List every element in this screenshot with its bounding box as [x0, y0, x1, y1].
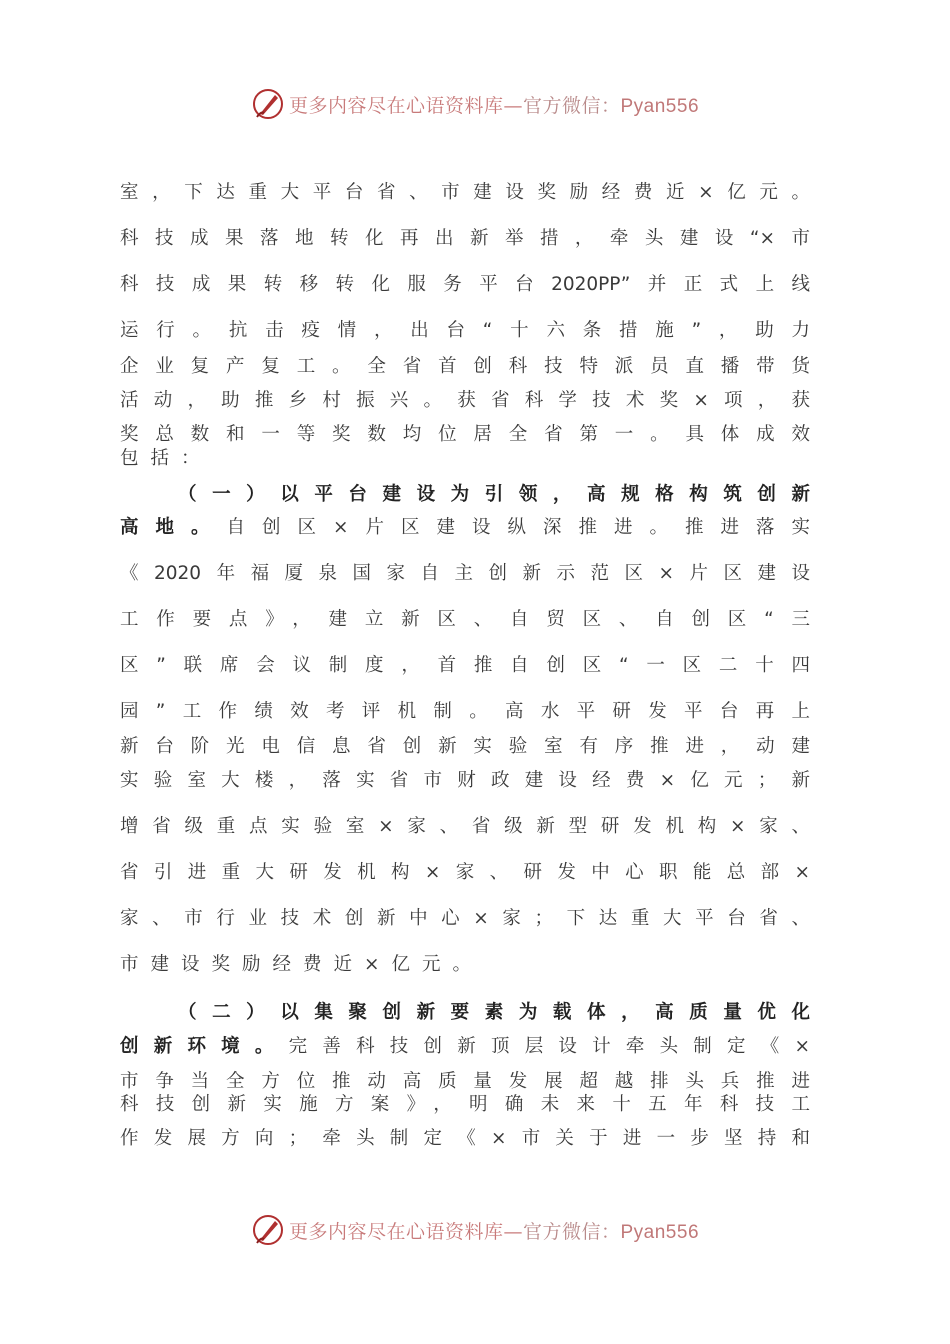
text-span: 完善科技创新顶层设计牵头制定《× — [288, 1036, 810, 1057]
watermark-text: 更多内容尽在心语资料库—官方微信：Pyan556 — [288, 94, 700, 117]
text-line: 市争当全方位推动高质量发展超越排头兵推进 — [120, 1071, 810, 1092]
text-line: 企业复产复工。全省首创科技特派员直播带货 — [120, 356, 810, 377]
section-heading-1: （一）以平台建设为引领，高规格构筑创新 — [178, 484, 810, 505]
text-line: 新台阶光电信息省创新实验室有序推进，动建 — [120, 736, 810, 757]
text-line: 家、市行业技术创新中心×家；下达重大平台省、 — [120, 908, 810, 929]
text-line: 工作要点》，建立新区、自贸区、自创区“三 — [120, 609, 810, 630]
text-line: 包括： — [120, 448, 212, 469]
text-line: 区”联席会议制度，首推自创区“一区二十四 — [120, 655, 810, 676]
text-line: 作发展方向；牵头制定《×市关于进一步坚持和 — [120, 1128, 810, 1149]
quill-logo-icon — [251, 1213, 285, 1247]
text-line: 室，下达重大平台省、市建设奖励经费近×亿元。 — [120, 182, 810, 203]
text-line — [120, 515, 810, 541]
watermark-text: 更多内容尽在心语资料库—官方微信：Pyan556 — [288, 1220, 700, 1243]
watermark-banner-bottom — [0, 1208, 950, 1252]
text-line: 科技创新实施方案》，明确未来十五年科技工 — [120, 1094, 810, 1115]
text-line: 科技成果落地转化再出新举措，牵头建设“×市 — [120, 228, 810, 249]
text-line: 省引进重大研发机构×家、研发中心职能总部× — [120, 862, 810, 883]
section-heading-1-end: 高地。 — [120, 517, 227, 538]
quill-logo-icon — [251, 87, 285, 121]
text-line: 市建设奖励经费近×亿元。 — [120, 954, 484, 975]
text-line: 园”工作绩效考评机制。高水平研发平台再上 — [120, 701, 810, 722]
section-heading-2-end: 创新环境。 — [120, 1036, 289, 1057]
text-line: 科技成果转移转化服务平台2020PP”并正式上线 — [120, 274, 810, 295]
watermark-banner-top — [0, 82, 950, 126]
text-line: 《2020年福厦泉国家自主创新示范区×片区建设 — [120, 563, 810, 584]
text-line: 增省级重点实验室×家、省级新型研发机构×家、 — [120, 816, 810, 837]
text-line: 实验室大楼，落实省市财政建设经费×亿元；新 — [120, 770, 810, 791]
text-line: 运行。抗击疫情，出台“十六条措施”，助力 — [120, 320, 810, 341]
section-heading-2: （二）以集聚创新要素为载体，高质量优化 — [178, 1002, 810, 1023]
text-span: 自创区×片区建设纵深推进。推进落实 — [226, 517, 810, 538]
text-line: 活动，助推乡村振兴。获省科学技术奖×项，获 — [120, 390, 810, 411]
text-line — [120, 1034, 810, 1060]
text-line: 奖总数和一等奖数均位居全省第一。具体成效 — [120, 424, 810, 445]
